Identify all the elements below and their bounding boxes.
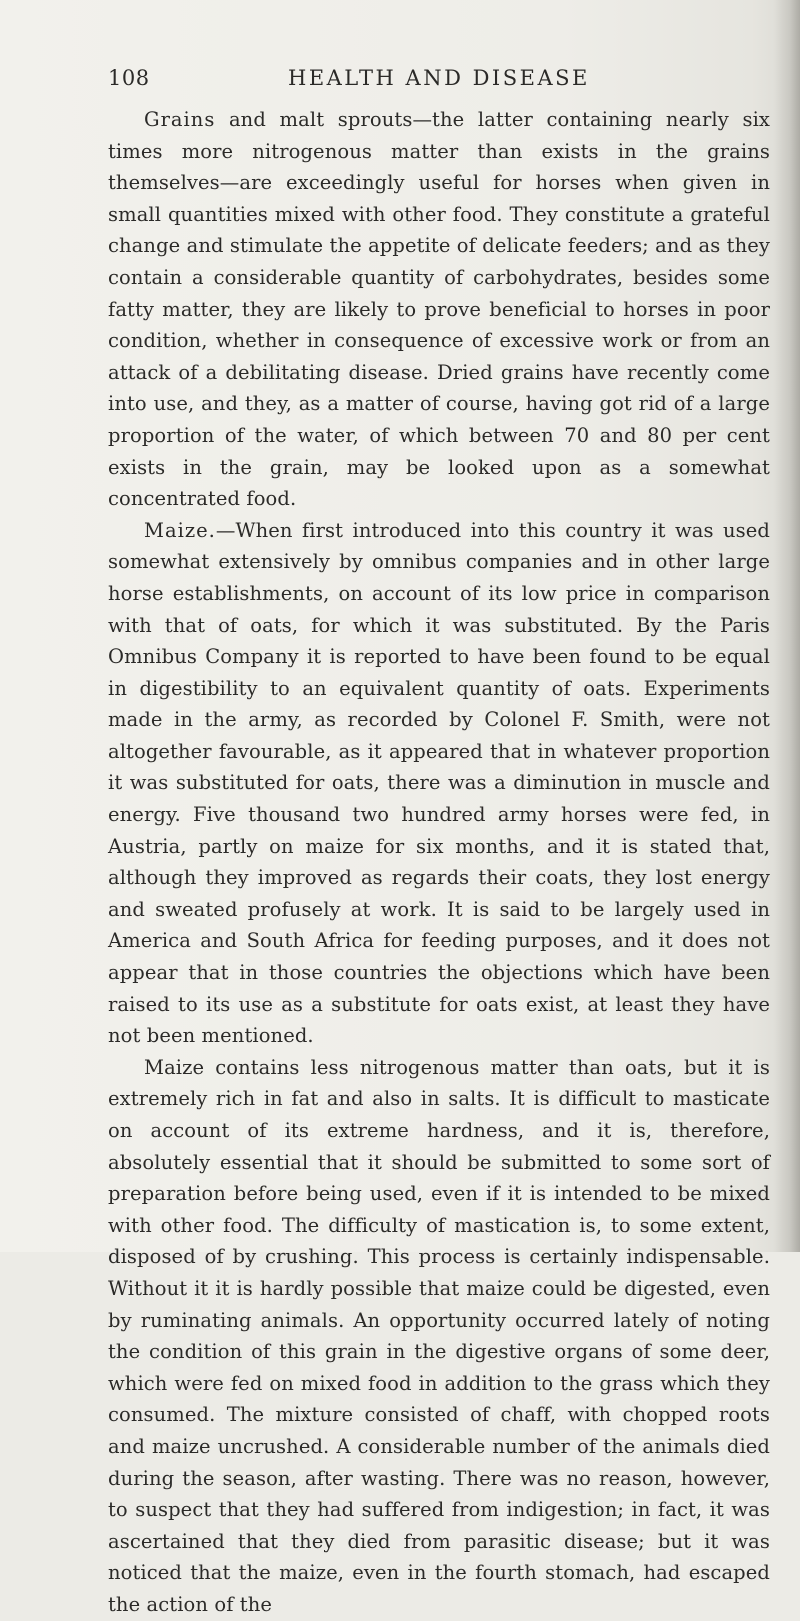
running-head: HEALTH AND DISEASE <box>288 66 590 90</box>
page-header <box>108 66 768 94</box>
page-edge-shadow <box>774 0 800 1252</box>
body-text <box>108 104 770 1621</box>
paragraph-maize <box>108 515 770 1052</box>
paragraph-lead: Maize. <box>144 518 216 542</box>
paragraph-lead: Grains <box>144 108 216 131</box>
paragraph-text: and malt sprouts—the latter containing nearly six times more nitrogenous matter than exists in the grains themselves—are exceedingly useful for horses when given in small quantities mixed with other food. They constitute a grateful change and stimulate the appetite of delicate feeders; and as they contain a considerable quantity of carbohydrates, besides some fatty matter, they are likely to prove beneficial to horses in poor condition, whether in consequence of excessive work or from an attack of a debilitating disease. Dried grains have recently come into use, and they, as a matter of course, having got rid of a large proportion of the water, of which between 70 and 80 per cent exists in the grain, may be looked upon as a somewhat concentrated food. <box>108 108 770 511</box>
paragraph-text: —When first introduced into this country it was used somewhat extensively by omnibus companies and in other large horse establishments, on account of its low price in comparison with that of oats, for which it was substituted. By the Paris Omnibus Company it is reported to have been found to be equal in digestibility to an equivalent quantity of oats. Experiments made in the army, as recorded by Colonel F. Smith, were not altogether favourable, as it appeared that in whatever proportion it was substituted for oats, there was a diminution in muscle and energy. Five thousand two hundred army horses were fed, in Austria, partly on maize for six months, and it is stated that, although they improved as regards their coats, they lost energy and sweated profusely at work. It is said to be largely used in America and South Africa for feeding purposes, and it does not appear that in those countries the objections which have been raised to its use as a substitute for oats exist, at least they have not been mentioned. <box>108 518 770 1048</box>
paragraph-text: Maize contains less nitrogenous matter than oats, but it is extremely rich in fat and also in salts. It is difficult to masticate on account of its extreme hardness, and it is, therefore, absolutely essential that it should be submitted to some sort of preparation before being used, even if it is intended to be mixed with other food. The difficulty of mastication is, to some extent, disposed of by crushing. This process is certainly indispensable. Without it it is hardly possible that maize could be digested, even by ruminating animals. An opportunity occurred lately of noting the condition of this grain in the digestive organs of some deer, which were fed on mixed food in addition to the grass which they consumed. The mixture consisted of chaff, with chopped roots and maize uncrushed. A considerable number of the animals died during the season, after wasting. There was no reason, however, to suspect that they had suffered from indigestion; in fact, it was ascertained that they died from parasitic disease; but it was noticed that the maize, even in the fourth stomach, had escaped the action of the <box>108 1055 770 1616</box>
page-number: 108 <box>108 66 150 90</box>
paragraph-grains <box>108 104 770 515</box>
paragraph-maize-composition <box>108 1052 770 1621</box>
